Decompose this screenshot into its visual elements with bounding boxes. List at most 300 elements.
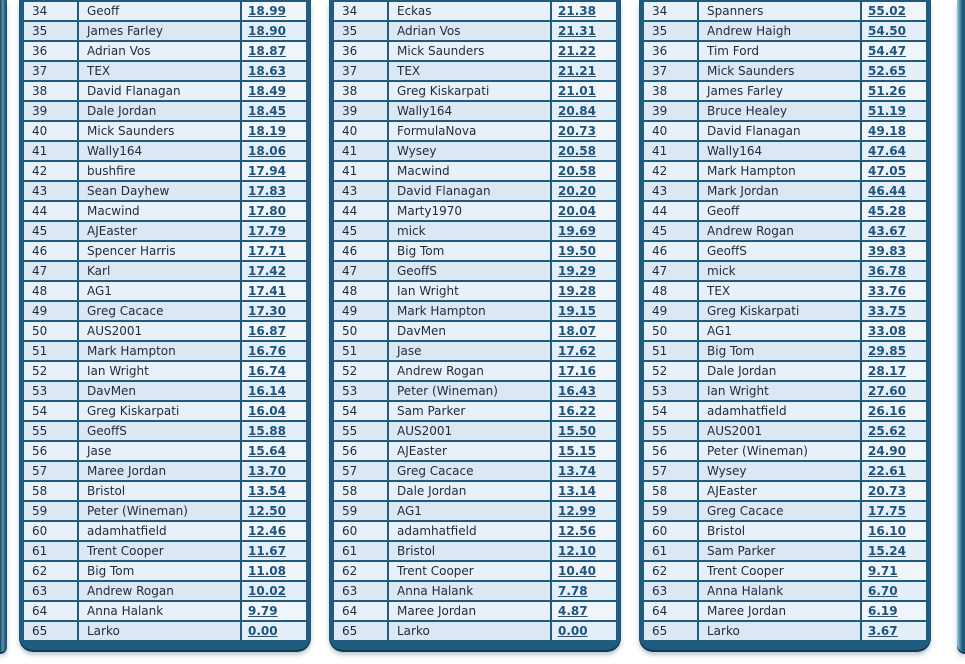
player-name-cell: Greg Cacace (387, 462, 550, 480)
score-link[interactable]: 16.87 (248, 324, 286, 338)
score-link[interactable]: 20.84 (558, 104, 596, 118)
player-name-cell: Wysey (387, 142, 550, 160)
rank-cell: 54 (644, 402, 697, 420)
player-name-cell: Adrian Vos (387, 22, 550, 40)
table-row (334, 402, 616, 422)
player-name-cell: Ian Wright (387, 282, 550, 300)
rank-cell: 44 (24, 202, 77, 220)
player-name-cell: Greg Cacace (77, 302, 240, 320)
score-link[interactable]: 10.40 (558, 564, 596, 578)
player-name-cell: Peter (Wineman) (77, 502, 240, 520)
rank-cell: 50 (644, 322, 697, 340)
table-row (644, 342, 926, 362)
rank-cell: 37 (24, 62, 77, 80)
table-row (644, 142, 926, 162)
table-row (644, 522, 926, 542)
rank-cell: 57 (334, 462, 387, 480)
rank-cell: 40 (334, 122, 387, 140)
score-link[interactable]: 45.28 (868, 204, 906, 218)
score-link[interactable]: 17.62 (558, 344, 596, 358)
score-cell (860, 542, 926, 560)
score-link[interactable]: 12.56 (558, 524, 596, 538)
score-cell (860, 322, 926, 340)
table-row (644, 402, 926, 422)
rank-cell: 36 (644, 42, 697, 60)
score-link[interactable]: 20.04 (558, 204, 596, 218)
score-link[interactable]: 51.26 (868, 84, 906, 98)
rank-cell: 56 (334, 442, 387, 460)
score-link[interactable]: 19.50 (558, 244, 596, 258)
table-row (644, 582, 926, 602)
player-name-cell: Trent Cooper (697, 562, 860, 580)
player-name-cell: Mick Saunders (387, 42, 550, 60)
rank-cell: 49 (334, 302, 387, 320)
score-cell (240, 462, 306, 480)
score-link[interactable]: 17.16 (558, 364, 596, 378)
score-cell (240, 142, 306, 160)
player-name-cell: Adrian Vos (77, 42, 240, 60)
player-name-cell: Anna Halank (77, 602, 240, 620)
table-row (644, 82, 926, 102)
score-link[interactable]: 17.71 (248, 244, 286, 258)
player-name-cell: Ian Wright (697, 382, 860, 400)
table-row (24, 2, 306, 22)
score-link[interactable]: 17.94 (248, 164, 286, 178)
score-link[interactable]: 9.79 (248, 604, 278, 618)
player-name-cell: Peter (Wineman) (387, 382, 550, 400)
score-link[interactable]: 15.50 (558, 424, 596, 438)
score-cell (550, 502, 616, 520)
score-cell (240, 122, 306, 140)
score-link[interactable]: 16.04 (248, 404, 286, 418)
player-name-cell: James Farley (77, 22, 240, 40)
score-cell (550, 282, 616, 300)
rank-cell: 63 (24, 582, 77, 600)
score-cell (550, 162, 616, 180)
score-link[interactable]: 12.46 (248, 524, 286, 538)
score-link[interactable]: 16.76 (248, 344, 286, 358)
score-cell (240, 202, 306, 220)
player-name-cell: Karl (77, 262, 240, 280)
score-link[interactable]: 19.69 (558, 224, 596, 238)
player-name-cell: TEX (387, 62, 550, 80)
rank-cell: 43 (644, 182, 697, 200)
rank-cell: 56 (24, 442, 77, 460)
table-row (644, 2, 926, 22)
player-name-cell: Dale Jordan (387, 482, 550, 500)
table-row (24, 42, 306, 62)
table-row (334, 62, 616, 82)
score-link[interactable]: 16.10 (868, 524, 906, 538)
rank-cell: 41 (644, 142, 697, 160)
rank-cell: 40 (644, 122, 697, 140)
score-link[interactable]: 21.22 (558, 44, 596, 58)
rank-cell: 51 (644, 342, 697, 360)
table-row (334, 142, 616, 162)
player-name-cell: James Farley (697, 82, 860, 100)
score-link[interactable]: 16.74 (248, 364, 286, 378)
score-link[interactable]: 6.19 (868, 604, 898, 618)
table-row (644, 462, 926, 482)
score-link[interactable]: 19.15 (558, 304, 596, 318)
score-link[interactable]: 28.17 (868, 364, 906, 378)
rank-cell: 48 (334, 282, 387, 300)
score-link[interactable]: 17.83 (248, 184, 286, 198)
player-name-cell: Mick Saunders (77, 122, 240, 140)
score-cell (240, 422, 306, 440)
table-row (334, 462, 616, 482)
table-row (24, 222, 306, 242)
player-name-cell: Sam Parker (697, 542, 860, 560)
score-link[interactable]: 15.15 (558, 444, 596, 458)
leaderboard-table-1 (19, 0, 311, 650)
score-link[interactable]: 17.30 (248, 304, 286, 318)
rank-cell: 44 (644, 202, 697, 220)
table-row (644, 182, 926, 202)
rank-cell: 58 (24, 482, 77, 500)
rank-cell: 64 (644, 602, 697, 620)
score-cell (860, 562, 926, 580)
score-link[interactable]: 27.60 (868, 384, 906, 398)
score-link[interactable]: 13.70 (248, 464, 286, 478)
score-link[interactable]: 33.76 (868, 284, 906, 298)
player-name-cell: Larko (697, 622, 860, 640)
table-row (644, 282, 926, 302)
player-name-cell: AUS2001 (77, 322, 240, 340)
table-row (644, 262, 926, 282)
player-name-cell: Maree Jordan (387, 602, 550, 620)
table-row (334, 122, 616, 142)
score-link[interactable]: 29.85 (868, 344, 906, 358)
table-row (334, 442, 616, 462)
score-link[interactable]: 11.08 (248, 564, 286, 578)
score-link[interactable]: 21.31 (558, 24, 596, 38)
rank-cell: 41 (334, 162, 387, 180)
score-link[interactable]: 15.88 (248, 424, 286, 438)
score-link[interactable]: 13.54 (248, 484, 286, 498)
cropped-neighbor-table-border-left (0, 0, 7, 652)
score-link[interactable]: 46.44 (868, 184, 906, 198)
player-name-cell: Anna Halank (697, 582, 860, 600)
table-row (24, 22, 306, 42)
score-cell (860, 442, 926, 460)
score-link[interactable]: 17.42 (248, 264, 286, 278)
player-name-cell: GeoffS (77, 422, 240, 440)
score-link[interactable]: 17.75 (868, 504, 906, 518)
score-link[interactable]: 3.67 (868, 624, 898, 638)
score-cell (550, 422, 616, 440)
rank-cell: 42 (644, 162, 697, 180)
score-cell (860, 62, 926, 80)
table-row (334, 82, 616, 102)
score-cell (240, 502, 306, 520)
score-cell (860, 522, 926, 540)
rank-cell: 48 (24, 282, 77, 300)
table-row (334, 382, 616, 402)
score-link[interactable]: 20.58 (558, 144, 596, 158)
rank-cell: 61 (644, 542, 697, 560)
rank-cell: 48 (644, 282, 697, 300)
score-cell (550, 202, 616, 220)
score-link[interactable]: 19.29 (558, 264, 596, 278)
player-name-cell: David Flanagan (697, 122, 860, 140)
table-row (644, 102, 926, 122)
score-link[interactable]: 16.22 (558, 404, 596, 418)
player-name-cell: Andrew Rogan (697, 222, 860, 240)
player-name-cell: TEX (697, 282, 860, 300)
rank-cell: 52 (334, 362, 387, 380)
score-link[interactable]: 7.78 (558, 584, 588, 598)
table-row (644, 602, 926, 622)
score-cell (240, 602, 306, 620)
score-link[interactable]: 10.02 (248, 584, 286, 598)
rank-cell: 58 (644, 482, 697, 500)
table-row (334, 482, 616, 502)
rank-cell: 52 (644, 362, 697, 380)
table-row (334, 162, 616, 182)
score-cell (860, 142, 926, 160)
score-link[interactable]: 33.75 (868, 304, 906, 318)
score-link[interactable]: 11.67 (248, 544, 286, 558)
player-name-cell: AJEaster (697, 482, 860, 500)
table-row (24, 62, 306, 82)
score-link[interactable]: 18.99 (248, 4, 286, 18)
player-name-cell: Spencer Harris (77, 242, 240, 260)
score-cell (550, 62, 616, 80)
score-link[interactable]: 54.47 (868, 44, 906, 58)
score-link[interactable]: 18.06 (248, 144, 286, 158)
player-name-cell: David Flanagan (77, 82, 240, 100)
player-name-cell: GeoffS (697, 242, 860, 260)
rank-cell: 45 (24, 222, 77, 240)
table-row (24, 202, 306, 222)
score-link[interactable]: 0.00 (558, 624, 588, 638)
leaderboard-table-2 (329, 0, 621, 650)
player-name-cell: Greg Cacace (697, 502, 860, 520)
table-row (24, 182, 306, 202)
table-row (24, 582, 306, 602)
score-link[interactable]: 52.65 (868, 64, 906, 78)
score-link[interactable]: 19.28 (558, 284, 596, 298)
player-name-cell: Dale Jordan (77, 102, 240, 120)
score-link[interactable]: 22.61 (868, 464, 906, 478)
table-row (24, 322, 306, 342)
score-link[interactable]: 0.00 (248, 624, 278, 638)
score-link[interactable]: 51.19 (868, 104, 906, 118)
score-link[interactable]: 17.79 (248, 224, 286, 238)
score-link[interactable]: 4.87 (558, 604, 588, 618)
score-link[interactable]: 21.38 (558, 4, 596, 18)
player-name-cell: AJEaster (387, 442, 550, 460)
score-link[interactable]: 18.19 (248, 124, 286, 138)
score-cell (240, 242, 306, 260)
score-cell (240, 322, 306, 340)
score-cell (240, 362, 306, 380)
player-name-cell: Big Tom (697, 342, 860, 360)
table-row (644, 302, 926, 322)
score-link[interactable]: 9.71 (868, 564, 898, 578)
rank-cell: 55 (24, 422, 77, 440)
player-name-cell: Big Tom (77, 562, 240, 580)
score-link[interactable]: 20.73 (868, 484, 906, 498)
score-link[interactable]: 49.18 (868, 124, 906, 138)
score-cell (860, 182, 926, 200)
table-row (334, 522, 616, 542)
score-cell (860, 582, 926, 600)
player-name-cell: Jase (387, 342, 550, 360)
score-link[interactable]: 43.67 (868, 224, 906, 238)
score-link[interactable]: 20.20 (558, 184, 596, 198)
table-row (24, 562, 306, 582)
score-link[interactable]: 17.80 (248, 204, 286, 218)
rank-cell: 55 (334, 422, 387, 440)
score-link[interactable]: 6.70 (868, 584, 898, 598)
player-name-cell: DavMen (77, 382, 240, 400)
score-cell (860, 382, 926, 400)
rank-cell: 47 (334, 262, 387, 280)
table-row (24, 402, 306, 422)
score-cell (240, 562, 306, 580)
score-cell (240, 542, 306, 560)
rank-cell: 53 (24, 382, 77, 400)
score-cell (240, 102, 306, 120)
score-link[interactable]: 13.74 (558, 464, 596, 478)
rank-cell: 38 (644, 82, 697, 100)
rank-cell: 47 (24, 262, 77, 280)
score-cell (240, 42, 306, 60)
score-link[interactable]: 17.41 (248, 284, 286, 298)
rank-cell: 65 (644, 622, 697, 640)
table-row (334, 102, 616, 122)
score-link[interactable]: 13.14 (558, 484, 596, 498)
player-name-cell: Andrew Rogan (77, 582, 240, 600)
score-link[interactable]: 33.08 (868, 324, 906, 338)
score-cell (240, 162, 306, 180)
rank-cell: 46 (24, 242, 77, 260)
table-row (334, 542, 616, 562)
table-row (334, 422, 616, 442)
rank-cell: 54 (334, 402, 387, 420)
rank-cell: 50 (24, 322, 77, 340)
rank-cell: 34 (334, 2, 387, 20)
score-link[interactable]: 15.64 (248, 444, 286, 458)
score-cell (550, 342, 616, 360)
rank-cell: 56 (644, 442, 697, 460)
table-row (644, 362, 926, 382)
score-link[interactable]: 12.99 (558, 504, 596, 518)
rank-cell: 61 (24, 542, 77, 560)
score-cell (240, 442, 306, 460)
cropped-neighbor-table-border-right (957, 0, 965, 652)
player-name-cell: Andrew Haigh (697, 22, 860, 40)
table-row (644, 62, 926, 82)
player-name-cell: Mark Hampton (77, 342, 240, 360)
player-name-cell: Bruce Healey (697, 102, 860, 120)
table-row (24, 302, 306, 322)
score-link[interactable]: 54.50 (868, 24, 906, 38)
table-row (24, 522, 306, 542)
table-row (334, 602, 616, 622)
score-link[interactable]: 24.90 (868, 444, 906, 458)
score-cell (550, 242, 616, 260)
table-row (334, 22, 616, 42)
table-row (24, 282, 306, 302)
rank-cell: 65 (334, 622, 387, 640)
rank-cell: 59 (644, 502, 697, 520)
table-row (334, 262, 616, 282)
player-name-cell: Mark Hampton (387, 302, 550, 320)
score-link[interactable]: 47.05 (868, 164, 906, 178)
player-name-cell: AUS2001 (387, 422, 550, 440)
score-link[interactable]: 26.16 (868, 404, 906, 418)
table-row (644, 422, 926, 442)
score-link[interactable]: 18.49 (248, 84, 286, 98)
score-link[interactable]: 12.50 (248, 504, 286, 518)
score-link[interactable]: 18.90 (248, 24, 286, 38)
table-row (24, 482, 306, 502)
player-name-cell: adamhatfield (697, 402, 860, 420)
player-name-cell: Wysey (697, 462, 860, 480)
score-link[interactable]: 12.10 (558, 544, 596, 558)
score-link[interactable]: 47.64 (868, 144, 906, 158)
player-name-cell: adamhatfield (77, 522, 240, 540)
score-link[interactable]: 16.14 (248, 384, 286, 398)
score-link[interactable]: 21.21 (558, 64, 596, 78)
score-cell (550, 602, 616, 620)
score-link[interactable]: 36.78 (868, 264, 906, 278)
rank-cell: 64 (334, 602, 387, 620)
rank-cell: 37 (644, 62, 697, 80)
player-name-cell: Larko (387, 622, 550, 640)
score-cell (240, 482, 306, 500)
player-name-cell: Marty1970 (387, 202, 550, 220)
score-cell (550, 382, 616, 400)
score-link[interactable]: 21.01 (558, 84, 596, 98)
score-link[interactable]: 20.73 (558, 124, 596, 138)
score-link[interactable]: 18.07 (558, 324, 596, 338)
score-link[interactable]: 16.43 (558, 384, 596, 398)
score-cell (240, 182, 306, 200)
score-link[interactable]: 20.58 (558, 164, 596, 178)
score-link[interactable]: 15.24 (868, 544, 906, 558)
rank-cell: 63 (644, 582, 697, 600)
rank-cell: 61 (334, 542, 387, 560)
score-cell (240, 22, 306, 40)
score-cell (550, 22, 616, 40)
rank-cell: 62 (334, 562, 387, 580)
player-name-cell: Macwind (77, 202, 240, 220)
score-link[interactable]: 18.87 (248, 44, 286, 58)
score-link[interactable]: 18.63 (248, 64, 286, 78)
player-name-cell: Geoff (77, 2, 240, 20)
score-cell (550, 42, 616, 60)
score-link[interactable]: 18.45 (248, 104, 286, 118)
player-name-cell: Mark Jordan (697, 182, 860, 200)
player-name-cell: AG1 (697, 322, 860, 340)
score-link[interactable]: 55.02 (868, 4, 906, 18)
score-cell (860, 202, 926, 220)
table-row (334, 302, 616, 322)
score-cell (550, 582, 616, 600)
score-cell (550, 82, 616, 100)
score-link[interactable]: 39.83 (868, 244, 906, 258)
score-cell (240, 382, 306, 400)
score-cell (550, 482, 616, 500)
rank-cell: 36 (334, 42, 387, 60)
score-link[interactable]: 25.62 (868, 424, 906, 438)
table-row (24, 342, 306, 362)
table-row (644, 42, 926, 62)
